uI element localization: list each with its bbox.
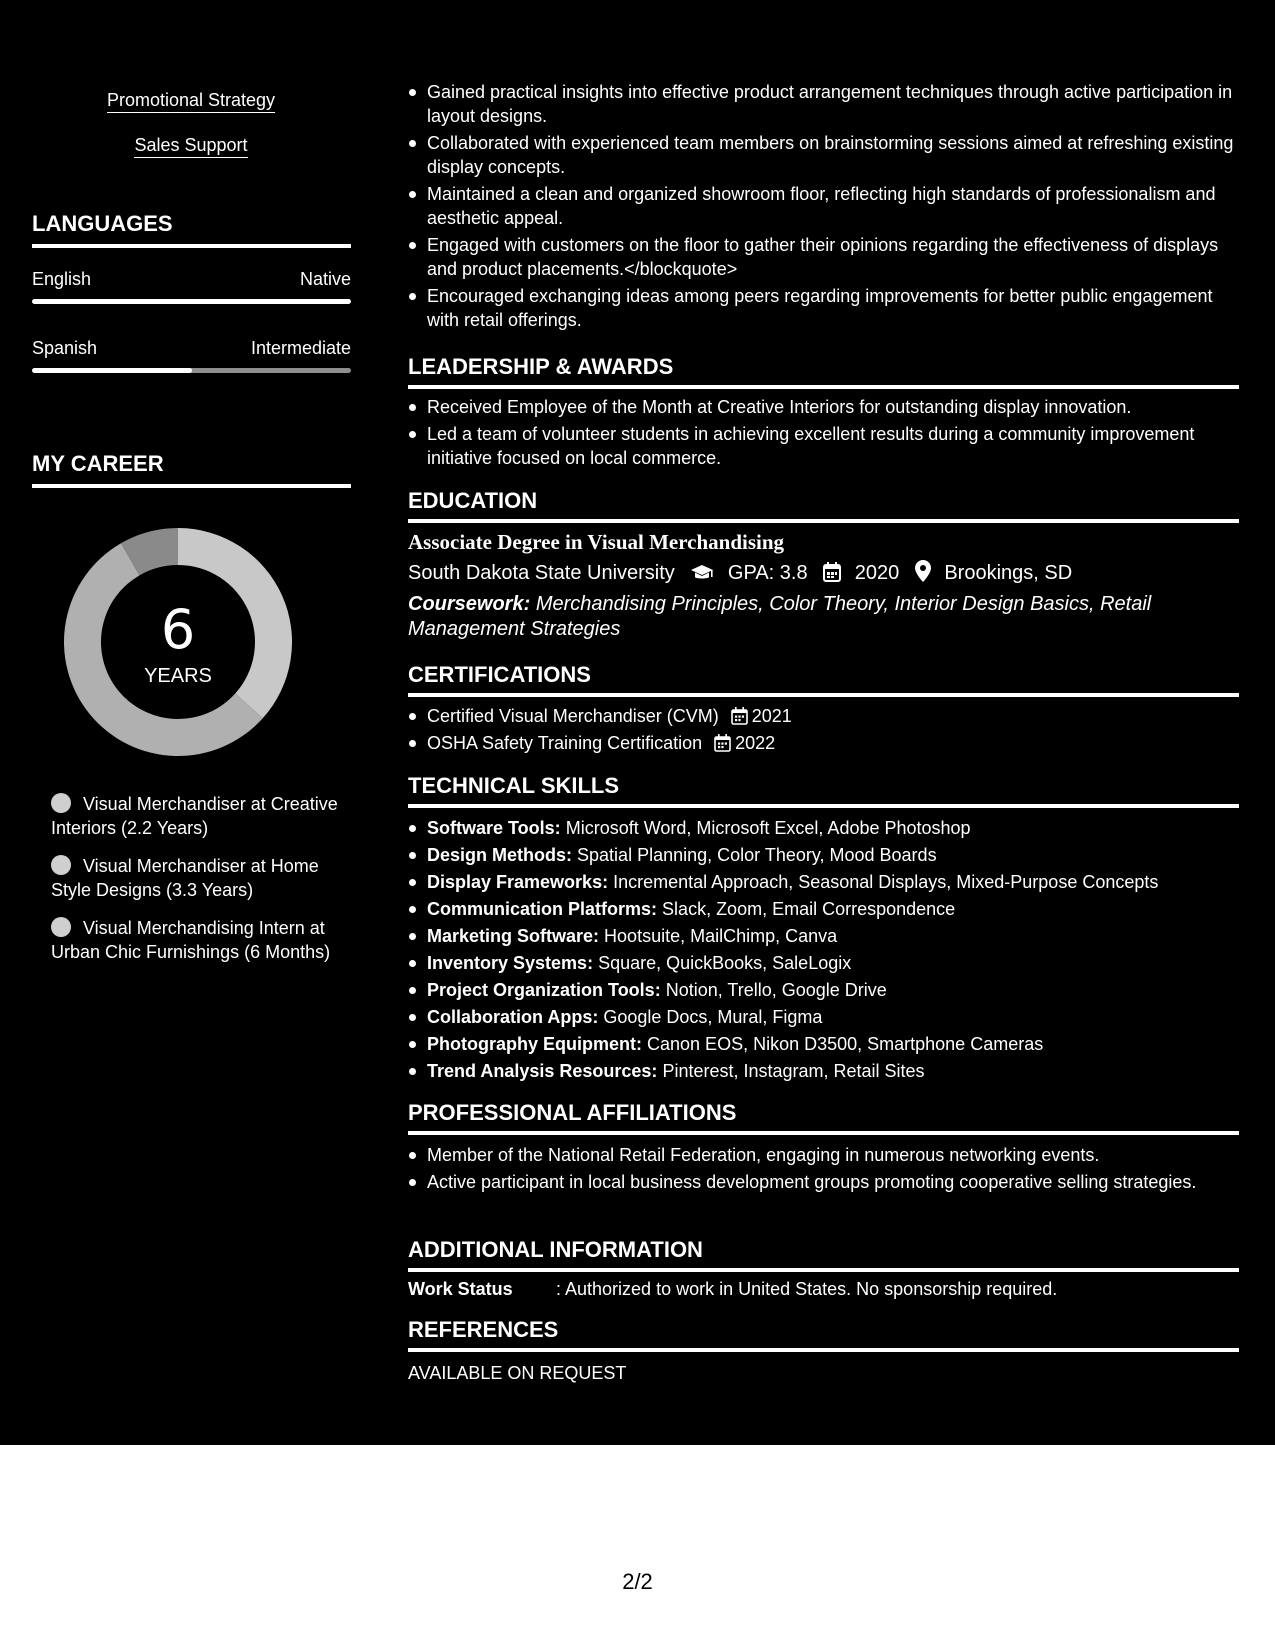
career-item [51, 916, 341, 964]
certification-name: OSHA Safety Training Certification [427, 733, 703, 753]
skill-values: Spatial Planning, Color Theory, Mood Boards [577, 845, 937, 865]
education-meta [408, 560, 1072, 589]
career-heading: MY CAREER [32, 450, 351, 488]
additional-info-heading: ADDITIONAL INFORMATION [408, 1236, 1239, 1272]
references-heading: REFERENCES [408, 1316, 1239, 1352]
skill-category: Inventory Systems: [427, 953, 594, 973]
career-item-text: Visual Merchandising Intern at Urban Chic Furnishings (6 Months) [51, 918, 331, 962]
skill-values: Slack, Zoom, Email Correspondence [662, 899, 956, 919]
leadership-list [408, 395, 1238, 473]
skill-values: Notion, Trello, Google Drive [665, 980, 887, 1000]
list-item [408, 897, 1238, 921]
graduation-cap-icon [690, 563, 714, 589]
skill-values: Square, QuickBooks, SaleLogix [598, 953, 852, 973]
skill-category: Project Organization Tools: [427, 980, 661, 1000]
experience-bullet-list [408, 80, 1238, 335]
skill-label: Sales Support [134, 135, 247, 158]
list-item: Collaborated with experienced team members on brainstorming sessions aimed at refreshing existing display concepts. [408, 131, 1238, 179]
education-heading: EDUCATION [408, 487, 1239, 523]
list-item [408, 731, 1238, 755]
list-item [408, 816, 1238, 840]
list-item [408, 1059, 1238, 1083]
career-total-unit: YEARS [144, 665, 212, 687]
list-item: Received Employee of the Month at Creative Interiors for outstanding display innovation. [408, 395, 1238, 419]
skill-values: Incremental Approach, Seasonal Displays, Mixed-Purpose Concepts [613, 872, 1159, 892]
calendar-icon [823, 562, 841, 589]
list-item [408, 1032, 1238, 1056]
coursework-text: Merchandising Principles, Color Theory, Interior Design Basics, Retail Management Strategies [408, 593, 1152, 640]
language-proficiency-bar [32, 368, 351, 373]
list-item: Led a team of volunteer students in achieving excellent results during a community improvement initiative focused on local commerce. [408, 422, 1238, 470]
list-item [408, 924, 1238, 948]
language-name: Spanish [32, 338, 98, 358]
location-pin-icon [915, 560, 931, 589]
skill-values: Google Docs, Mural, Figma [603, 1007, 823, 1027]
certification-name: Certified Visual Merchandiser (CVM) [427, 706, 719, 726]
language-level: Intermediate [250, 338, 351, 358]
skill-label: Promotional Strategy [107, 90, 275, 113]
certifications-heading: CERTIFICATIONS [408, 661, 1239, 697]
language-proficiency-bar [32, 299, 351, 304]
education-coursework [408, 592, 1208, 642]
skill-link[interactable] [32, 133, 350, 157]
coursework-label: Coursework: [408, 593, 531, 615]
language-proficiency-fill [32, 368, 192, 373]
list-item [408, 870, 1238, 894]
language-row [32, 267, 351, 291]
career-item [51, 792, 341, 840]
list-item [408, 843, 1238, 867]
calendar-icon [714, 734, 731, 752]
career-item-text: Visual Merchandiser at Creative Interiors (2.2 Years) [51, 794, 338, 838]
work-status-label: Work Status [408, 1279, 513, 1299]
references-text: AVAILABLE ON REQUEST [408, 1363, 627, 1383]
page-number: 2/2 [622, 1569, 653, 1594]
list-item [408, 1005, 1238, 1029]
technical-skills-heading: TECHNICAL SKILLS [408, 772, 1239, 808]
skill-category: Display Frameworks: [427, 872, 609, 892]
affiliations-heading: PROFESSIONAL AFFILIATIONS [408, 1099, 1239, 1135]
certification-year: 2021 [751, 706, 792, 726]
main-content [383, 0, 1275, 1445]
list-item: Active participant in local business development groups promoting cooperative selling strategies. [408, 1170, 1238, 1194]
technical-skills-list [408, 816, 1238, 1086]
leadership-heading: LEADERSHIP & AWARDS [408, 353, 1239, 389]
language-name: English [32, 269, 92, 289]
education-degree: Associate Degree in Visual Merchandising [408, 530, 785, 554]
skill-link[interactable] [32, 88, 350, 112]
skill-values: Microsoft Word, Microsoft Excel, Adobe Photoshop [565, 818, 971, 838]
career-dot-icon [51, 793, 71, 813]
skill-category: Software Tools: [427, 818, 561, 838]
skill-category: Communication Platforms: [427, 899, 658, 919]
certifications-list [408, 704, 1238, 758]
list-item: Maintained a clean and organized showroom floor, reflecting high standards of professionalism and aesthetic appeal. [408, 182, 1238, 230]
affiliations-list [408, 1143, 1238, 1197]
language-level: Native [299, 269, 351, 289]
skill-values: Pinterest, Instagram, Retail Sites [662, 1061, 925, 1081]
career-dot-icon [51, 855, 71, 875]
skill-category: Trend Analysis Resources: [427, 1061, 658, 1081]
list-item [408, 704, 1238, 728]
list-item: Encouraged exchanging ideas among peers regarding improvements for better public engagement with retail offerings. [408, 284, 1238, 332]
career-dot-icon [51, 917, 71, 937]
education-school: South Dakota State University [408, 562, 675, 584]
certification-year: 2022 [735, 733, 776, 753]
skill-category: Design Methods: [427, 845, 573, 865]
list-item: Engaged with customers on the floor to gather their opinions regarding the effectiveness of displays and product placements.</blockquote> [408, 233, 1238, 281]
skill-values: Canon EOS, Nikon D3500, Smartphone Cameras [647, 1034, 1044, 1054]
list-item [408, 951, 1238, 975]
work-status-value: : Authorized to work in United States. No sponsorship required. [556, 1279, 1058, 1299]
skill-category: Marketing Software: [427, 926, 600, 946]
language-row [32, 336, 351, 360]
skill-values: Hootsuite, MailChimp, Canva [604, 926, 838, 946]
calendar-icon [731, 707, 748, 725]
languages-heading: LANGUAGES [32, 210, 351, 248]
education-gpa: GPA: 3.8 [727, 562, 808, 584]
sidebar [0, 0, 383, 1445]
career-item [51, 854, 341, 902]
list-item: Member of the National Retail Federation, engaging in numerous networking events. [408, 1143, 1238, 1167]
skill-category: Photography Equipment: [427, 1034, 642, 1054]
skill-category: Collaboration Apps: [427, 1007, 599, 1027]
education-year: 2020 [854, 562, 900, 584]
education-location: Brookings, SD [944, 562, 1073, 584]
career-item-text: Visual Merchandiser at Home Style Designs (3.3 Years) [51, 856, 319, 900]
career-total-years: 6 [160, 598, 196, 661]
list-item [408, 978, 1238, 1002]
list-item: Gained practical insights into effective product arrangement techniques through active participation in layout designs. [408, 80, 1238, 128]
language-proficiency-fill [32, 299, 351, 304]
